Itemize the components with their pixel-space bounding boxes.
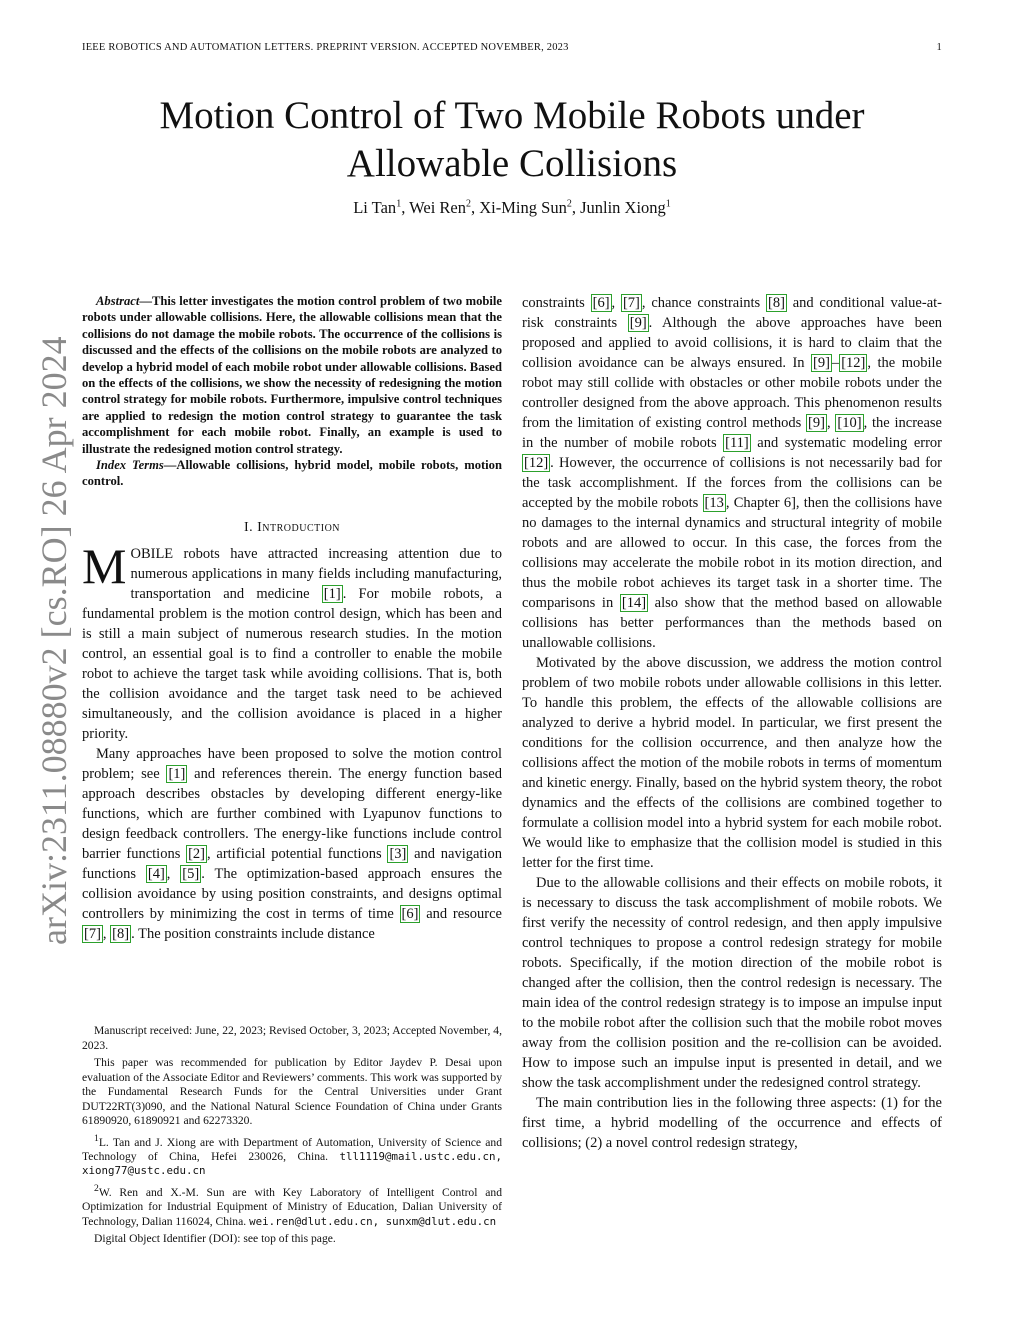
citation-link[interactable]: [12] <box>841 355 866 371</box>
intro-paragraph-2: Many approaches have been proposed to solve the motion control problem; see [1] and references therein. The energy function based approach describes obstacles by developing different energy-like functions, which are further combined with Lyapunov functions to design feedback controllers. The energy-like functions include control barrier functions [2] , artificial potential functions [3] and navigation functions [4] , [5] . The optimization-based approach ensures the collision avoidance by using position constraints, and designs optimal controllers by minimizing the cost in terms of time [6] and resource [7] , [8] . The position constraints include distance <box>82 745 503 942</box>
citation-link[interactable]: [5] <box>182 865 200 882</box>
section-heading <box>82 518 502 538</box>
abstract-label: Abstract <box>96 294 140 308</box>
footnote-affiliation-2: $^2$W. Ren and X.-M. Sun are with Key Laboratory of Intelligent Control and Optimization for Industrial Equipment of Ministry of Education, Dalian University of Technology, Dalian 116024, China. wei.ren@dlut.edu.cn, sunxm@dlut.edu.cn <box>82 1182 502 1228</box>
author-list: Li Tan$^1$, Wei Ren$^2$, Xi-Ming Sun$^2$, Junlin Xiong$^1$ <box>353 198 671 217</box>
email-addresses: tll1119@mail.ustc.edu.cn, xiong77@ustc.edu.cn <box>82 1149 503 1178</box>
author-name: Li Tan <box>353 198 397 217</box>
citation-link[interactable]: [6] <box>592 295 610 311</box>
section-numeral: I. <box>243 519 254 535</box>
intro-paragraph-3: constraints [6] , [7] , chance constraints [8] and conditional value-at-risk constraints [9] . Although the above approaches have been proposed and applied to avoid collisions, it is hard to claim that the collision avoidance can be always ensured. In [9] – [12] , the mobile robot may still collide with obstacles or other mobile robots under the controller designed from the above approach. This phenomenon results from the limitation of existing control methods [9] , [10] , the increase in the number of mobile robots [11] and systematic modeling error [12] . However, the occurrence of collisions is not necessarily bad for the task accomplishment. If the forces from the collisions can be accepted by the mobile robots [13 , Chapter 6], then the collisions have no damages to the internal dynamics and structural integrity of mobile robots and are allowed to occur. In this case, the forces from the collisions may accelerate the mobile robot in its motion direction, and thus the mobile robot achieves its target task in a shorter time. The comparisons in [14] also show that the method based on allowable collisions has better performances than the methods based on unallowable collisions. <box>522 295 943 651</box>
citation-link[interactable]: [9] <box>808 415 825 431</box>
citation-link[interactable]: [6] <box>401 905 419 922</box>
index-terms <box>82 457 502 490</box>
running-header <box>82 42 942 58</box>
left-column <box>82 293 502 944</box>
footnote-doi: Digital Object Identifier (DOI): see top of this page. <box>94 1232 336 1246</box>
email-addresses: wei.ren@dlut.edu.cn, sunxm@dlut.edu.cn <box>249 1214 497 1228</box>
citation-link[interactable]: [7] <box>84 925 101 942</box>
author-name: Wei Ren <box>409 198 467 217</box>
citation-link[interactable]: [8] <box>767 295 785 311</box>
paper-title: Motion Control of Two Mobile Robots under Allowable Collisions <box>159 94 865 185</box>
index-terms-text: —Allowable collisions, hybrid model, mobile robots, motion control. <box>82 458 502 489</box>
affiliation-mark: 2 <box>566 198 572 210</box>
right-column <box>522 293 942 1153</box>
arxiv-stamp: arXiv:2311.08880v2 [cs.RO] 26 Apr 2024 <box>34 336 74 945</box>
section-name: Introduction <box>257 519 341 535</box>
footnote-affiliation-1: $^1$L. Tan and J. Xiong are with Department of Automation, University of Science and Technology of China, Hefei 230026, China. tll1119@mail.ustc.edu.cn, xiong77@ustc.edu.cn <box>82 1132 503 1178</box>
running-title: IEEE ROBOTICS AND AUTOMATION LETTERS. PREPRINT VERSION. ACCEPTED NOVEMBER, 2023 <box>82 42 569 53</box>
citation-link[interactable]: [11] <box>725 435 749 451</box>
intro-paragraph-6: The main contribution lies in the following three aspects: (1) for the first time, a hybrid modelling of the occurrence and effects of collisions; (2) a novel control redesign strategy, <box>522 1095 942 1151</box>
citation-link[interactable]: [1] <box>323 585 341 602</box>
citation-link[interactable]: [14] <box>621 595 647 611</box>
citation-link[interactable]: [9] <box>629 315 647 331</box>
abstract-text: —This letter investigates the motion control problem of two mobile robots under allowable collisions. Here, the allowable collisions mean that the collisions do not damage the mobile robots. The occurrence of the collisions is discussed and the effects of the collisions on the mobile robots are analyzed to develop a hybrid model of each mobile robot under allowable collisions. Based on the effects of the collisions, we show the necessity of redesigning the motion control strategy for mobile robots. Furthermore, impulsive control techniques are applied to redesign the motion control strategy to guarantee the task accomplishment for each mobile robot. Finally, an example is used to illustrate the redesigned motion control strategy. <box>82 294 502 456</box>
affiliation-mark: 1 <box>665 198 671 210</box>
abstract <box>82 293 502 457</box>
citation-link[interactable]: [4] <box>147 865 165 882</box>
footnote-received: Manuscript received: June, 22, 2023; Revised October, 3, 2023; Accepted November, 4, 2023. <box>82 1024 502 1052</box>
intro-paragraph-4: Motivated by the above discussion, we address the motion control problem of two mobile robots under allowable collisions in this letter. To handle this problem, the effects of the allowable collisions are analyzed to derive a hybrid model. In particular, we first present the conditions for the collision occurrence, and then analyze how the collisions affect the motion of the mobile robots in terms of momentum and kinetic energy. Finally, based on the hybrid system theory, the robot dynamics and the effects of the collisions are combined together to formulate a collision model into a hybrid system for each mobile robot. We would like to emphasize that the collision model is studied in this letter for the first time. <box>522 655 942 871</box>
citation-link[interactable]: [2] <box>188 845 206 862</box>
page-number: 1 <box>936 42 942 53</box>
citation-link[interactable]: [8] <box>112 925 130 942</box>
author-name: Junlin Xiong <box>580 198 666 217</box>
citation-link[interactable]: [7] <box>622 295 640 311</box>
intro-paragraph-1: MOBILE robots have attracted increasing attention due to numerous applications in many fields including manufacturing, transportation and medicine [1] . For mobile robots, a fundamental problem is the motion control design, which has been and is still a main subject of numerous research studies. In the motion control, an essential goal is to find a controller to enable the mobile robot to achieve the target task while avoiding collisions. That is, both the collision avoidance and the target task need to be achieved simultaneously, and the collision avoidance is placed in a higher priority. <box>82 537 502 742</box>
footnote-recommended: This paper was recommended for publication by Editor Jaydev P. Desai upon evaluation of the Associate Editor and Reviewers’ comments. This work was supported by the Fundamental Research Funds for the Central Universities under Grant DUT22RT(3)090, and the National Natural Science Foundation of China under Grants 61890920, 61890921 and 62273320. <box>82 1056 502 1127</box>
citation-link[interactable]: [1] <box>168 765 186 782</box>
affiliation-mark: 1 <box>396 198 402 210</box>
drop-cap: M <box>82 537 127 594</box>
citation-link[interactable]: [3] <box>389 845 407 862</box>
author-name: Xi-Ming Sun <box>479 198 567 217</box>
affiliation-mark: 2 <box>466 198 472 210</box>
index-terms-label: Index Terms <box>96 458 164 473</box>
citation-link[interactable]: [13 <box>704 495 724 511</box>
intro-paragraph-5: Due to the allowable collisions and their effects on mobile robots, it is necessary to discuss the task accomplishment of mobile robots. We first verify the necessity of control redesign, and then apply impulsive control techniques to propose a control redesign strategy for mobile robots. Specifically, if the motion direction of the mobile robot is changed after the collision, then the control redesign is necessary. The main idea of the control redesign strategy is to impose an impulse input to the mobile robot after the collision such that the mobile robot moves away from the collision position and the re-collision can be avoided. How to impose such an impulse input is presented in detail, and we show the task accomplishment under the redesigned control strategy. <box>522 875 942 1091</box>
citation-link[interactable]: [10] <box>837 415 862 431</box>
footnotes <box>82 1024 502 1250</box>
citation-link[interactable]: [9] <box>813 355 830 371</box>
citation-link[interactable]: [12] <box>524 455 549 471</box>
